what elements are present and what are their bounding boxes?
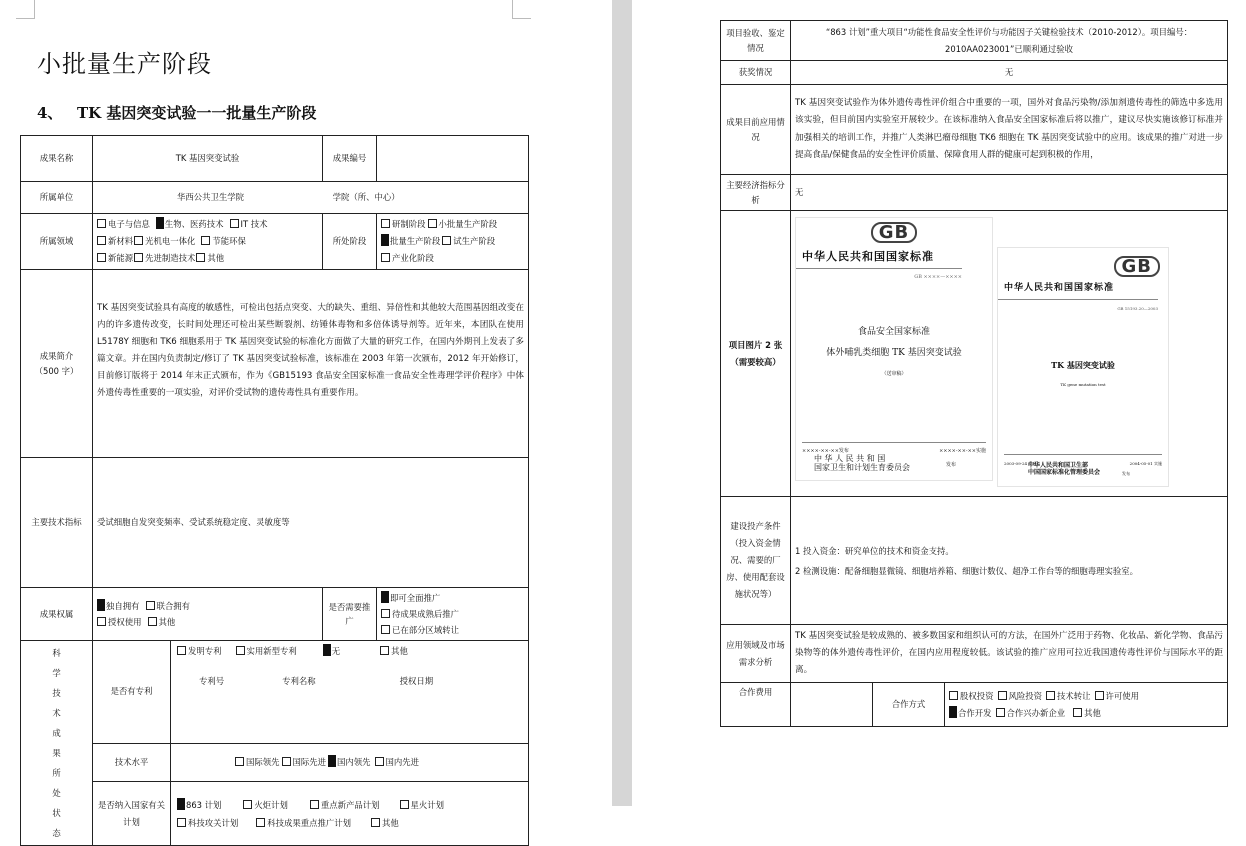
field-option[interactable]: 其他 [196,253,224,263]
checkbox-icon [256,818,265,827]
accept-label: 项目验收、鉴定情况 [721,21,791,61]
code-value [377,136,529,182]
name-value: TK 基因突变试验 [93,136,323,182]
econ-text: 无 [791,175,1228,211]
page-heading: 小批量生产阶段 [37,50,212,78]
plan-option[interactable]: 其他 [371,818,399,828]
field-option[interactable]: 新能源 [97,253,133,263]
checked-mark-icon [328,755,336,767]
checkbox-icon [148,617,157,626]
gb2-impl-date: 2004-05-01 实施 [1129,461,1162,466]
checkbox-icon [371,818,380,827]
checkbox-icon [998,691,1007,700]
checkbox-icon [146,601,155,610]
gb1-issuer2: 国家卫生和计划生育委员会 [814,463,910,472]
checkbox-icon [1095,691,1104,700]
promo-option[interactable]: 即可全面推广 [381,593,440,603]
field-option[interactable]: 光机电一体化 [134,236,195,246]
stage-label: 所处阶段 [323,214,377,270]
checkbox-icon [996,708,1005,717]
gb2-issue-date: 2003-09-24 发布 [1004,461,1037,466]
coop-option[interactable]: 股权投资 [949,691,994,701]
checked-mark-icon [949,706,957,718]
market-text: TK 基因突变试验是较成熟的、被多数国家和组织认可的方法，在国外广泛用于药物、化妆品、新化学物、食品污染物等的体外遗传毒性评价，在国内应用程度较低。该试验的推广应用可拉近我国遗传毒性评价与国际水平的距离。 [791,625,1228,683]
stage-option[interactable]: 研制阶段 [381,219,426,229]
field-option[interactable]: 新材料 [97,236,133,246]
field-options [93,214,323,270]
gb1-impl-date: ××××-××-××实施 [939,448,986,454]
section-number: 4、 [37,104,63,122]
checkbox-icon [380,646,389,655]
checkbox-icon [375,757,384,766]
checkbox-icon [243,800,252,809]
gb1-draft: （送审稿） [881,371,907,377]
project-table [720,20,1228,727]
gb-logo: GB [871,222,918,243]
right-page [632,0,1246,806]
coop-option[interactable]: 合作兴办新企业 [996,708,1066,718]
tech-label: 主要技术指标 [21,458,93,588]
patent-date-header: 授权日期 [399,676,434,686]
checkbox-icon [381,609,390,618]
fee-label: 合作费用 [721,683,791,727]
achievement-table [20,135,529,846]
checkbox-icon [230,219,239,228]
unit-cell [93,182,529,214]
rights-option[interactable]: 其他 [148,617,176,627]
coop-option[interactable]: 其他 [1073,708,1101,718]
promo-option[interactable]: 待成果成熟后推广 [381,609,459,619]
gb1-org: 中华人民共和国国家标准 [802,250,934,263]
checkbox-icon [97,219,106,228]
section-title [37,102,316,123]
checkbox-icon [97,253,106,262]
field-option[interactable]: 节能环保 [201,236,246,246]
unit-value: 华西公共卫生学院 [177,192,244,202]
stage-option[interactable]: 产业化阶段 [381,253,434,263]
level-label: 技术水平 [93,743,171,782]
checkbox-icon [442,236,451,245]
gb1-title2: 体外哺乳类细胞 TK 基因突变试验 [826,348,962,358]
invest-label: 建设投产条件（投入资金情况、需要的厂房、使用配套设施状况等） [721,497,791,625]
gb2-issuer: 中华人民共和国卫生部 [1028,462,1089,469]
patent-no-header: 专利号 [199,676,225,686]
patent-label: 是否有专利 [93,641,171,744]
level-option[interactable]: 国内领先 [328,757,371,767]
stage-option[interactable]: 小批量生产阶段 [428,219,498,229]
checked-mark-icon [177,798,185,810]
patent-option[interactable]: 实用新型专利 [236,646,297,656]
checked-mark-icon [381,234,389,246]
plan-options [171,782,529,846]
invest-line2: 2 检测设施：配备细胞显微镜、细胞培养箱、细胞计数仪、超净工作台等的细胞毒理实验室。 [795,565,1138,576]
field-option[interactable]: IT 技术 [230,219,268,229]
econ-label: 主要经济指标分析 [721,175,791,211]
market-label: 应用领域及市场需求分析 [721,625,791,683]
gb2-issued: 发布 [1122,471,1130,476]
plan-option[interactable]: 863 计划 [177,800,221,810]
level-option[interactable]: 国内先进 [375,757,420,767]
checkbox-icon [381,625,390,634]
coop-option[interactable]: 许可使用 [1095,691,1140,701]
gb1-code: GB ××××—×××× [796,268,962,285]
patent-option[interactable]: 无 [323,646,340,656]
plan-option[interactable]: 重点新产品计划 [310,800,380,810]
rights-option[interactable]: 授权使用 [97,617,142,627]
gb2-code: GB 15193.20—2003 [998,299,1158,316]
coop-option[interactable]: 技术转让 [1046,691,1091,701]
checked-mark-icon [156,217,164,229]
plan-label: 是否纳入国家有关计划 [93,782,171,846]
pic-cell [791,211,1228,497]
left-page [0,0,612,838]
gb1-title1: 食品安全国家标准 [857,327,930,337]
checked-mark-icon [97,599,105,611]
page-gutter [612,0,632,806]
coop-option[interactable]: 合作开发 [949,708,992,718]
promo-label: 是否需要推广 [323,588,377,641]
checkbox-icon [235,757,244,766]
checked-mark-icon [323,644,331,656]
tech-text: 受试细胞自发突变频率、受试系统稳定度、灵敏度等 [93,458,529,588]
checkbox-icon [97,617,106,626]
coop-options [945,683,1228,727]
pic-label: 项目图片 2 张（需要较高） [721,211,791,497]
checkbox-icon [177,646,186,655]
level-option[interactable]: 国际领先 [235,757,280,767]
checkbox-icon [177,818,186,827]
invest-line1: 1 投入资金：研究单位的技术和资金支持。 [795,545,954,556]
checkbox-icon [1073,708,1082,717]
gb1-issued: 发布 [946,462,957,468]
award-text: 无 [791,61,1228,85]
checkbox-icon [282,757,291,766]
checkbox-icon [1046,691,1055,700]
level-options [171,743,529,782]
stage-options [377,214,529,270]
intro-label-cell [21,270,93,458]
rights-option[interactable]: 独自拥有 [97,601,140,611]
checkbox-icon [400,800,409,809]
apply-label: 成果目前应用情况 [721,85,791,175]
checkbox-icon [310,800,319,809]
checkbox-icon [196,253,205,262]
rights-options [93,588,323,641]
intro-text: TK 基因突变试验具有高度的敏感性，可检出包括点突变、大的缺失、重组、异倍性和其他较大范围基因组改变在内的许多遗传改变，长时间处理还可检出某些断裂剂、纺锤体毒物和多倍体诱导剂等。近年来，本团队在使用 L5178Y 细胞和 TK6 细胞系用于 TK 基因突变试验的标准化方面做了大量的研究工作，在国内外期刊上发表了多篇文章。并在国内负责制定/修订了 TK 基因突变试验标准，该标准在 2003 年第一次颁布，2012 年开始修订，目前修订版将于 2014 年末正式颁布，作为《GB15193 食品安全国家标准一食品安全性毒理学评价程序》中体外遗传毒性重要的一项实验，对评价受试物的遗传毒性具有重要作用。 [93,270,529,458]
gb2-title1: TK 基因突变试验 [1051,360,1115,370]
gb2-title2: TK gene mutation test [1060,382,1106,387]
plan-option[interactable]: 星火计划 [400,800,445,810]
rights-label: 成果权属 [21,588,93,641]
patent-option[interactable]: 发明专利 [177,646,222,656]
checkbox-icon [134,236,143,245]
section-title-text: TK 基因突变试验一一批量生产阶段 [77,104,317,122]
checkbox-icon [134,253,143,262]
code-label: 成果编号 [323,136,377,182]
fee-value [791,683,873,727]
patent-name-header: 专利名称 [282,676,316,686]
coop-option[interactable]: 风险投资 [998,691,1043,701]
rights-option[interactable]: 联合拥有 [146,601,191,611]
checked-mark-icon [381,591,389,603]
intro-sublabel: （500 字） [34,365,79,376]
checkbox-icon [201,236,210,245]
checkbox-icon [949,691,958,700]
patent-cell [171,641,529,744]
crop-mark [16,0,35,19]
standard-cover-image-1 [795,217,993,481]
field-option[interactable]: 生物、医药技术 [156,219,224,229]
checkbox-icon [428,219,437,228]
checkbox-icon [236,646,245,655]
field-option[interactable]: 电子与信息 [97,219,150,229]
gb2-issuer2: 中国国家标准化管理委员会 [1028,469,1101,476]
coop-label: 合作方式 [873,683,945,727]
plan-option[interactable]: 火炬计划 [243,800,288,810]
gb1-issuer: 中 华 人 民 共 和 国 [814,454,886,463]
gb-logo: GB [1114,256,1161,277]
intro-label: 成果简介 [39,350,74,361]
invest-cell [791,497,1228,625]
gb2-org: 中华人民共和国国家标准 [1004,283,1115,293]
unit-suffix: 学院（所、中心） [332,192,400,202]
promo-options [377,588,529,641]
field-label: 所属领域 [21,214,93,270]
patent-option[interactable]: 其他 [380,646,408,656]
standard-cover-image-2 [997,247,1169,487]
stage-option[interactable]: 批量生产阶段 [381,236,440,246]
award-label: 获奖情况 [721,61,791,85]
name-label: 成果名称 [21,136,93,182]
stage-option[interactable]: 试生产阶段 [442,236,495,246]
plan-option[interactable]: 科技攻关计划 [177,818,238,828]
apply-text: TK 基因突变试验作为体外遗传毒性评价组合中重要的一项，国外对食品污染物/添加剂遗传毒性的筛选中多选用该实验，但目前国内实验室开展较少。在该标准纳入食品安全国家标准后将以推广，建议尽快实施该修订标准并加强相关的培训工作，并推广人类淋巴瘤母细胞 TK6 细胞在 TK 基因突变试验中的应用。该成果的推广对进一步提高食品/保健食品的安全性评价质量、保障食用人群的健康可起到积极的作用， [791,85,1228,175]
checkbox-icon [97,236,106,245]
status-label: 科学技术成果所处状态 [21,641,93,846]
plan-option[interactable]: 科技成果重点推广计划 [256,818,351,828]
checkbox-icon [381,253,390,262]
accept-text: “863 计划”重大项目“功能性食品安全性评价与功能因子关键检验技术（2010-2012）。项目编号：2010AA023001”已顺利通过验收 [791,21,1228,61]
promo-option[interactable]: 已在部分区域转让 [381,625,459,635]
field-option[interactable]: 先进制造技术 [134,253,195,263]
crop-mark [512,0,531,19]
gb1-issue-date: ××××-××-××发布 [802,448,849,454]
level-option[interactable]: 国际先进 [282,757,327,767]
checkbox-icon [381,219,390,228]
unit-label: 所属单位 [21,182,93,214]
